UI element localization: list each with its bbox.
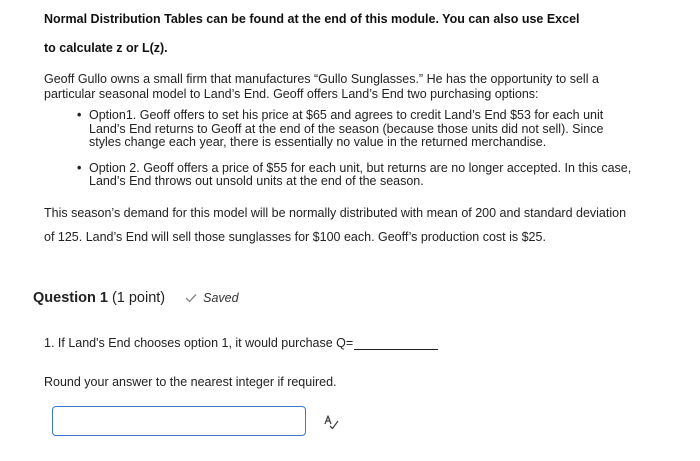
purchasing-options-list xyxy=(72,109,632,189)
tables-note-line-1: Normal Distribution Tables can be found at the end of this module. You can also use Excel xyxy=(44,12,580,26)
answer-input[interactable] xyxy=(52,406,306,436)
demand-paragraph: This season’s demand for this model will be normally distributed with mean of 200 and standard deviation of 125. Land’s End will sell those sunglasses for $100 each. Geoff’s production cost is $25. xyxy=(44,206,627,244)
question-prompt xyxy=(44,336,438,350)
question-points: (1 point) xyxy=(111,290,166,306)
list-item xyxy=(72,162,632,189)
rounding-instruction: Round your answer to the nearest integer if required. xyxy=(44,375,337,389)
answer-blank-line xyxy=(354,337,438,350)
option-1-text: Option1. Geoff offers to set his price at $65 and agrees to credit Land’s End $53 for each unit Land’s End returns to Geoff at the end of the season (because those units did not sell). Since styles change each year, there is essentially no value in the returned merchandise. xyxy=(89,108,604,149)
bullet-icon: • xyxy=(77,160,82,175)
question-title: Question 1 xyxy=(33,290,108,306)
bullet-icon: • xyxy=(77,108,82,122)
question-prompt-text: 1. If Land's End chooses option 1, it would purchase Q= xyxy=(44,336,354,350)
question-header xyxy=(33,290,239,306)
saved-status xyxy=(185,291,238,305)
check-icon xyxy=(185,293,197,303)
list-item xyxy=(72,109,632,150)
problem-intro: Geoff Gullo owns a small firm that manufactures “Gullo Sunglasses.” He has the opportunity to sell a particular seasonal model to Land’s End. Geoff offers Land’s End two purchasing options: xyxy=(44,72,599,101)
spellcheck-icon[interactable] xyxy=(322,413,340,431)
tables-note-line-2: to calculate z or L(z). xyxy=(44,41,168,55)
option-2-text: Option 2. Geoff offers a price of $55 for each unit, but returns are no longer accepted. In this case, Land’s End throws out unsold units at the end of the season. xyxy=(89,160,632,188)
saved-label: Saved xyxy=(203,291,239,305)
